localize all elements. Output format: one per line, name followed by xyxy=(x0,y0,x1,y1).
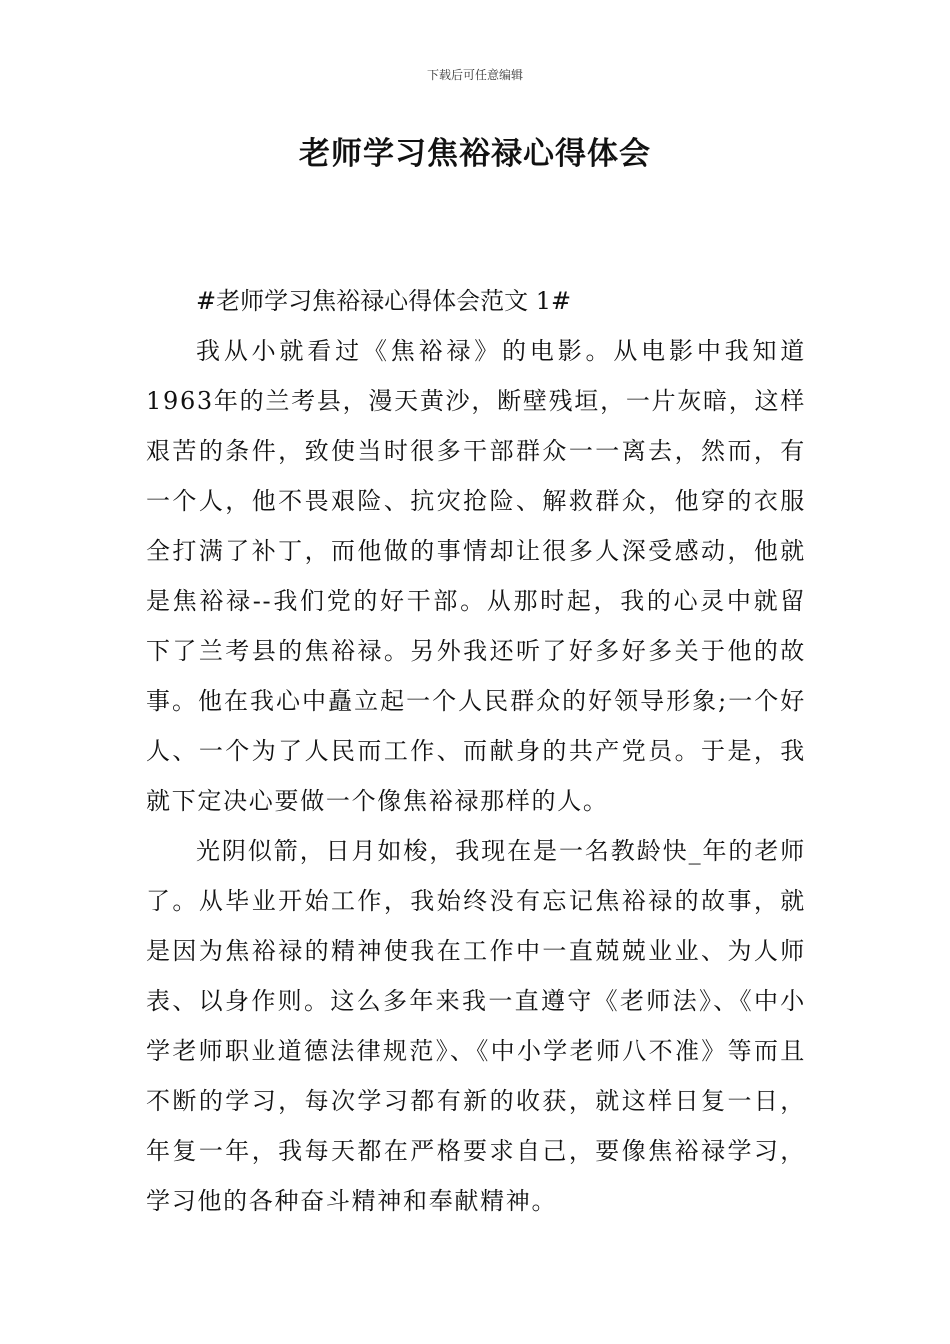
document-title: 老师学习焦裕禄心得体会 xyxy=(299,136,651,172)
paragraph-1: 我从小就看过《焦裕禄》的电影。从电影中我知道1963年的兰考县，漫天黄沙，断壁残垣，一片灰暗，这样艰苦的条件，致使当时很多干部群众一一离去，然而，有一个人，他不畏艰险、抗灾抢险、解救群众，他穿的衣服全打满了补丁，而他做的事情却让很多人深受感动，他就是焦裕禄--我们党的好干部。从那时起，我的心灵中就留下了兰考县的焦裕禄。另外我还听了好多好多关于他的故事。他在我心中矗立起一个人民群众的好领导形象;一个好人、一个为了人民而工作、而献身的共产党员。于是，我就下定决心要做一个像焦裕禄那样的人。 xyxy=(146,337,806,815)
paragraph-2: 光阴似箭，日月如梭，我现在是一名教龄快_年的老师了。从毕业开始工作，我始终没有忘记焦裕禄的故事，就是因为焦裕禄的精神使我在工作中一直兢兢业业、为人师表、以身作则。这么多年来我一直遵守《老师法》、《中小学老师职业道德法律规范》、《中小学老师八不准》等而且不断的学习，每次学习都有新的收获，就这样日复一日，年复一年，我每天都在严格要求自己，要像焦裕禄学习，学习他的各种奋斗精神和奉献精神。 xyxy=(146,837,806,1215)
section-heading: #老师学习焦裕禄心得体会范文 1# xyxy=(196,287,572,315)
document-body xyxy=(146,276,806,1226)
header-note: 下载后可任意编辑 xyxy=(426,68,523,82)
